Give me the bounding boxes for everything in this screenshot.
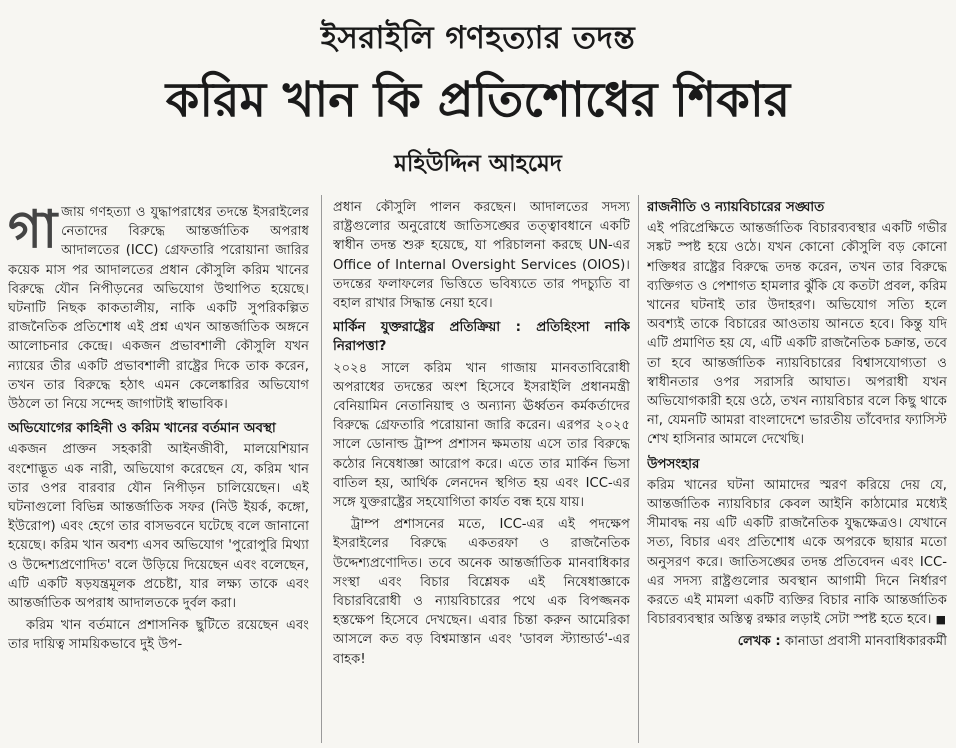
article-column-3 — [647, 198, 947, 738]
article-column-2 — [333, 198, 630, 738]
conclusion-text: করিম খানের ঘটনা আমাদের স্মরণ করিয়ে দেয় যে, আন্তর্জাতিক ন্যায়বিচার কেবল আইনি কাঠামোর মধ্যেই সীমাবদ্ধ নয় এটি একটি রাজনৈতিক যুদ্ধক্ষেত্রও। যেখানে সত্য, বিচার এবং প্রতিশোধ একে অপরকে ছায়ার মতো অনুসরণ করে। জাতিসঙ্ঘের তদন্ত প্রতিবেদন এবং ICC-এর সদস্য রাষ্ট্রগুলোর অবস্থান আগামী দিনে নির্ধারণ করতে এই মামলা একটি ব্যক্তির বিচার নাকি আন্তর্জাতিক বিচারব্যবস্থার অস্তিত্ব রক্ষার লড়াই সেটা স্পষ্ট হতে হবে। — [647, 477, 947, 628]
subheading: অভিযোগের কাহিনী ও করিম খানের বর্তমান অবস্থা — [8, 421, 276, 437]
kicker-title: ইসরাইলি গণহত্যার তদন্ত — [320, 20, 636, 56]
body-paragraph: একজন প্রাক্তন সহকারী আইনজীবী, মালয়েশিয়ান বংশোদ্ভূত এক নারী, অভিযোগ করেছেন যে, করিম খান তার ওপর বারবার যৌন নিপীড়ন চালিয়েছেন। এই ঘটনাগুলো বিভিন্ন আন্তর্জাতিক সফর (নিউ ইয়র্ক, কঙ্গো, ইউরোপ) এবং হেগে তার বাসভবনে ঘটেছে বলে জানানো হয়েছে। করিম খান অবশ্য এসব অভিযোগ 'পুরোপুরি মিথ্যা ও উদ্দেশ্যপ্রণোদিত' বলে উড়িয়ে দিয়েছেন এবং বলেছেন, এটি একটি ষড়যন্ত্রমূলক প্রচেষ্টা, যার লক্ষ্য তাকে এবং আন্তর্জাতিক অপরাধ আদালতকে দুর্বল করা। — [8, 442, 309, 612]
column-divider — [321, 195, 322, 743]
end-mark: ■ — [935, 613, 947, 627]
body-paragraph: ২০২৪ সালে করিম খান গাজায় মানবতাবিরোধী অপরাধের তদন্তের অংশ হিসেবে ইসরাইলি প্রধানমন্ত্রী বেনিয়ামিন নেতানিয়াহু ও অন্যান্য ঊর্ধ্বতন কর্মকর্তাদের বিরুদ্ধে গ্রেফতারি পরোয়ানা জারি করেন। এরপর ২০২৫ সালে ডোনাল্ড ট্রাম্প প্রশাসন ক্ষমতায় এসে তার বিরুদ্ধে কঠোর নিষেধাজ্ঞা আরোপ করে। এতে তার মার্কিন ভিসা বাতিল হয়, আর্থিক লেনদেন স্থগিত হয় এবং ICC-এর সঙ্গে যুক্তরাষ্ট্রের সহযোগিতা কার্যত বন্ধ হয়ে যায়। — [333, 360, 630, 511]
subheading: উপসংহার — [647, 456, 700, 472]
subheading: মার্কিন যুক্তরাষ্ট্রের প্রতিক্রিয়া : প্রতিহিংসা নাকি নিরাপত্তা? — [333, 320, 630, 355]
drop-cap: গা — [8, 203, 58, 260]
body-paragraph: ট্রাম্প প্রশাসনের মতে, ICC-এর এই পদক্ষেপ ইসরাইলের বিরুদ্ধে একতরফা ও রাজনৈতিক উদ্দেশ্যপ্রণোদিত। তবে অনেক আন্তর্জাতিক মানবাধিকার সংস্থা এবং বিচার বিশ্লেষক এই নিষেধাজ্ঞাকে বিচারবিরোধী ও ন্যায়বিচারের পথে এক বিপজ্জনক হস্তক্ষেপ হিসেবে দেখছেন। এবার চিন্তা করুন আমেরিকা আসলে কত বড় বিশ্বমাস্তান এবং 'ডাবল স্ট্যান্ডার্ড'-এর বাহক! — [333, 517, 630, 667]
intro-paragraph — [8, 203, 309, 414]
subheading: রাজনীতি ও ন্যায়বিচারের সঙ্ঘাত — [647, 200, 825, 215]
byline: মহিউদ্দিন আহমেদ — [394, 151, 562, 177]
body-paragraph: প্রধান কৌসুলি পালন করছেন। আদালতের সদস্য রাষ্ট্রগুলোর অনুরোধে জাতিসঙ্ঘের তত্ত্বাবধানে একটি স্বাধীন তদন্ত শুরু হয়েছে, যা পরিচালনা করছে UN-এর Office of Internal Oversight Services (OIOS)। তদন্তের ফলাফলের ভিত্তিতে ভবিষ্যতে তার পদচ্যুতি বা বহাল রাখার সিদ্ধান্ত নেয়া হবে। — [333, 200, 630, 312]
body-paragraph: করিম খান বর্তমানে প্রশাসনিক ছুটিতে রয়েছেন এবং তার দায়িত্ব সাময়িকভাবে দুই উপ- — [8, 618, 309, 653]
author-credit — [647, 632, 947, 651]
headline: করিম খান কি প্রতিশোধের শিকার — [165, 72, 791, 128]
credit-label: লেখক : — [737, 634, 781, 650]
body-paragraph: এই পরিপ্রেক্ষিতে আন্তর্জাতিক বিচারব্যবস্থার একটি গভীর সঙ্কট স্পষ্ট হয়ে ওঠে। যখন কোনো কৌসুলি বড় কোনো শক্তিধর রাষ্ট্রের বিরুদ্ধে তদন্ত করেন, তখন তার বিরুদ্ধে ব্যক্তিগত ও পেশাগত হামলার ঝুঁকি যে কতটা প্রবল, করিম খানের ঘটনাই তার উদাহরণ। অভিযোগ সত্যি হলে অবশ্যই তাকে বিচারের আওতায় আনতে হবে। কিন্তু যদি এটি প্রমাণিত হয় যে, এটি একটি রাজনৈতিক চক্রান্ত, তবে তা হবে আন্তর্জাতিক ন্যায়বিচারের বিশ্বাসযোগ্যতা ও স্বাধীনতার ওপর সরাসরি আঘাত। অপরাধী যখন অভিযোগকারী হয়ে ওঠে, তখন ন্যায়বিচার বলে কিছু থাকে না, যেমনটি আমরা বাংলাদেশে ভারতীয় তাঁবেদার ফ্যাসিস্ট শেখ হাসিনার আমলে দেখেছি। — [647, 221, 947, 448]
credit-text: কানাডা প্রবাসী মানবাধিকারকর্মী — [784, 634, 947, 650]
body-paragraph — [647, 476, 947, 630]
intro-text: জায় গণহত্যা ও যুদ্ধাপরাধের তদন্তে ইসরাইলের নেতাদের বিরুদ্ধে আন্তর্জাতিক অপরাধ আদালতের (ICC) গ্রেফতারি পরোয়ানা জারির কয়েক মাস পর আদালতের প্রধান কৌসুলি করিম খানের বিরুদ্ধে যৌন নিপীড়নের অভিযোগ উত্থাপিত হয়েছে। ঘটনাটি নিছক কাকতালীয়, নাকি একটি সুপরিকল্পিত রাজনৈতিক প্রতিশোধ এই প্রশ্ন এখন আন্তর্জাতিক অঙ্গনে আলোচনার কেন্দ্রে। একজন প্রভাবশালী কৌসুলি যখন ন্যায়ের তীর একটি প্রভাবশালী রাষ্ট্রের দিকে তাক করেন, তখন তার বিরুদ্ধে হঠাৎ এমন কেলেঙ্কারির অভিযোগ উঠলে তা নিয়ে সন্দেহ জাগাটাই স্বাভাবিক। — [8, 205, 309, 413]
column-divider — [638, 195, 639, 743]
article-column-1 — [8, 203, 309, 743]
